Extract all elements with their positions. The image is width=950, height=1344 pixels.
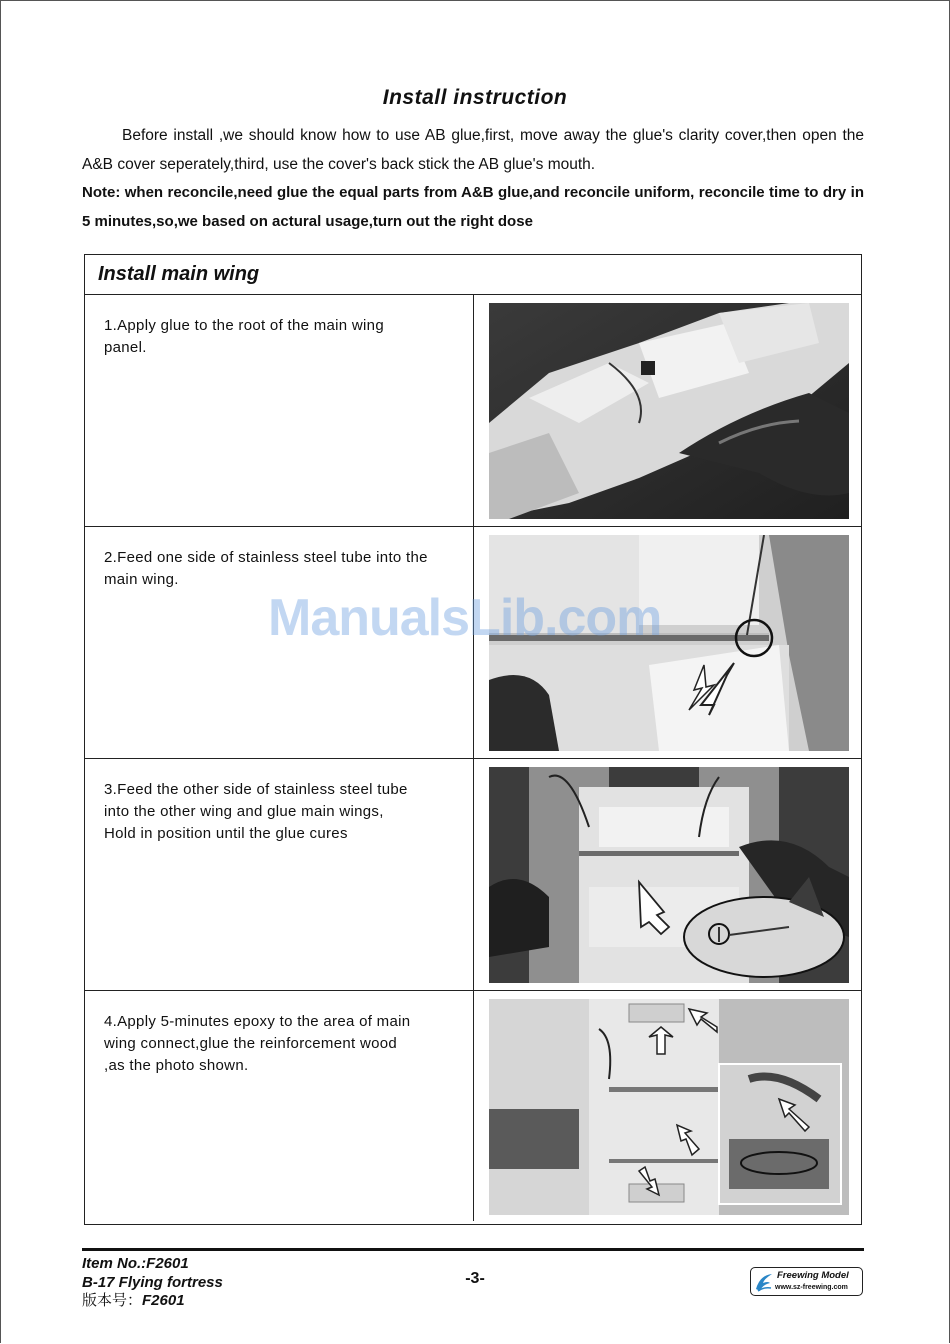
version-value: F2601 — [142, 1292, 185, 1309]
intro-paragraph — [82, 122, 864, 179]
step-4-line-2: wing connect,glue the reinforcement wood — [104, 1035, 398, 1052]
footer-info — [82, 1255, 223, 1311]
step-4-photo — [489, 999, 849, 1215]
intro-line-2: open the A&B cover seperately,third, use the cover's back stick the AB glue's mouth. — [82, 127, 864, 173]
note-line-2: to dry in 5 minutes,so,we based on actural usage,turn out the right dose — [82, 184, 864, 230]
footer-rule — [82, 1248, 864, 1251]
step-row-1 — [85, 295, 861, 527]
item-number: Item No.:F2601 — [82, 1255, 189, 1272]
step-1-line-2: panel. — [104, 339, 147, 356]
page-number: -3- — [465, 1270, 485, 1287]
step-1-line-1: 1.Apply glue to the root of the main wing — [104, 317, 384, 334]
intro-text — [82, 122, 864, 236]
product-name: B-17 Flying fortress — [82, 1273, 223, 1291]
column-divider — [473, 295, 474, 526]
intro-note — [82, 179, 864, 236]
page-title: Install instruction — [382, 86, 568, 109]
step-4-line-3: ,as the photo shown. — [104, 1057, 249, 1074]
logo-brand: Freewing Model — [777, 1270, 849, 1281]
step-2-line-1: 2.Feed one side of stainless steel tube into the — [104, 549, 428, 566]
intro-line-1: Before install ,we should know how to use AB glue,first, move away the glue's clarity cover,then — [122, 127, 797, 144]
logo-url: www.sz-freewing.com — [775, 1284, 848, 1291]
step-2-text — [104, 547, 455, 591]
freewing-logo — [750, 1267, 863, 1296]
step-3-line-1: 3.Feed the other side of stainless steel tube — [104, 781, 408, 798]
step-3-photo — [489, 767, 849, 983]
step-row-3 — [85, 759, 861, 991]
step-3-line-2: into the other wing and glue main wings, — [104, 803, 384, 820]
note-line-1: Note: when reconcile,need glue the equal parts from A&B glue,and reconcile uniform, reconcile time — [82, 184, 800, 201]
step-3-line-3: Hold in position until the glue cures — [104, 825, 348, 842]
install-table — [84, 254, 862, 1225]
watermark: ManualsLib.com — [268, 589, 662, 647]
step-2-line-2: main wing. — [104, 571, 179, 588]
version-line — [82, 1292, 223, 1311]
step-1-text — [104, 315, 455, 359]
step-row-4 — [85, 991, 861, 1221]
step-4-line-1: 4.Apply 5-minutes epoxy to the area of main — [104, 1013, 411, 1030]
step-3-text — [104, 779, 455, 845]
freewing-logo-icon — [754, 1271, 774, 1293]
step-4-text — [104, 1011, 455, 1077]
column-divider — [473, 759, 474, 990]
version-label: 版本号： — [82, 1292, 143, 1309]
step-1-photo — [489, 303, 849, 519]
column-divider — [473, 991, 474, 1221]
section-title: Install main wing — [85, 255, 861, 295]
